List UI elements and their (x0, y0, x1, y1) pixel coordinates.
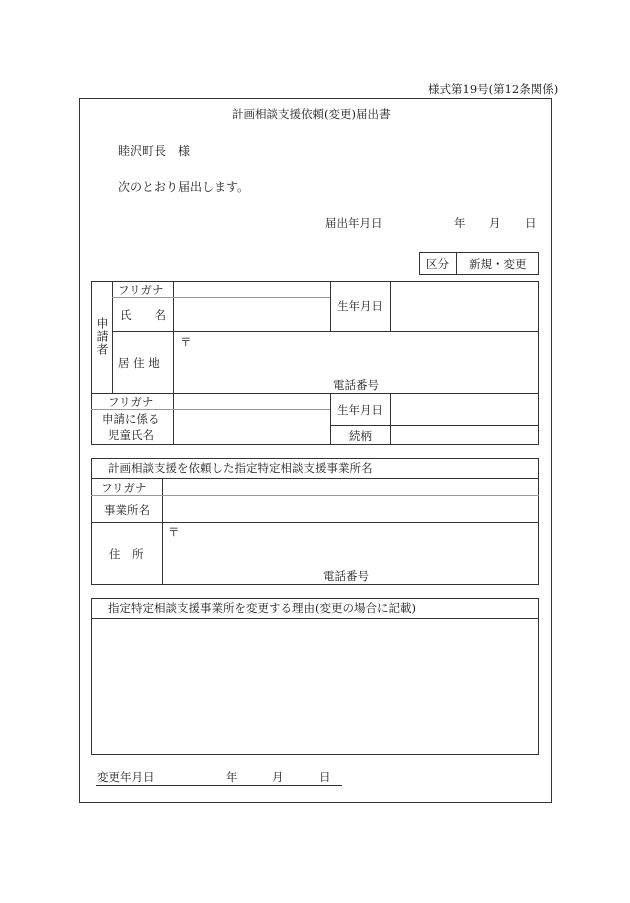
category-label: 区分 (426, 257, 449, 271)
label-col-divider (173, 281, 174, 445)
applicant-bottom (91, 393, 539, 394)
office-name-field[interactable] (165, 498, 535, 520)
child-furigana-line (91, 409, 330, 410)
applicant-address-label: 居 住 地 (118, 356, 160, 370)
office-furigana-field[interactable] (165, 480, 535, 493)
office-name-line (91, 522, 539, 523)
child-furigana-label: フリガナ (108, 395, 154, 409)
reason-header: 指定特定相談支援事業所を変更する理由(変更の場合に記載) (108, 601, 416, 615)
applicant-name-field[interactable] (176, 299, 328, 329)
applicant-furigana-label: フリガナ (118, 283, 164, 297)
child-birth-label: 生年月日 (337, 403, 383, 417)
category-value[interactable]: 新規・変更 (469, 257, 527, 271)
office-header: 計画相談支援を依頼した指定特定相談支援事業所名 (108, 461, 373, 475)
applicant-postal-mark: 〒 (180, 335, 192, 349)
office-furigana-line (91, 495, 539, 496)
form-number: 様式第19号(第12条関係) (428, 82, 559, 96)
addressee: 睦沢町長 様 (118, 144, 191, 158)
submission-month-field[interactable]: 月 (489, 216, 501, 230)
reason-header-line (91, 618, 539, 619)
name-row-bottom (112, 331, 539, 332)
child-relation-field[interactable] (392, 427, 537, 443)
child-name-label-line1: 申請に係る (102, 412, 160, 426)
applicant-address-field[interactable] (194, 334, 534, 374)
change-date-underline (96, 785, 342, 786)
office-address-field[interactable] (182, 524, 534, 566)
applicant-furigana-line (112, 297, 330, 298)
child-furigana-field[interactable] (176, 395, 328, 408)
change-year-field[interactable]: 年 (226, 770, 238, 784)
office-postal-mark: 〒 (168, 525, 180, 539)
office-furigana-label: フリガナ (101, 481, 147, 495)
reason-field[interactable] (93, 620, 537, 753)
office-address-label: 住 所 (109, 547, 144, 561)
child-birth-col-left (330, 393, 331, 445)
office-name-label: 事業所名 (104, 503, 150, 517)
office-header-line (91, 478, 539, 479)
child-birth-col-right (390, 393, 391, 445)
child-name-label-line2: 児童氏名 (108, 428, 154, 442)
applicant-birth-field[interactable] (392, 283, 537, 329)
submission-year-field[interactable]: 年 (454, 216, 466, 230)
child-relation-label: 続柄 (349, 429, 372, 443)
submission-day-field[interactable]: 日 (525, 216, 537, 230)
applicant-furigana-field[interactable] (176, 282, 328, 296)
applicant-section-label: 申請者 (95, 317, 109, 356)
birth-col-right (390, 281, 391, 331)
intro-text: 次のとおり届出します。 (118, 180, 250, 194)
category-divider (456, 252, 457, 275)
office-phone-label: 電話番号 (323, 569, 369, 583)
change-day-field[interactable]: 日 (319, 770, 331, 784)
form-title: 計画相談支援依頼(変更)届出書 (232, 107, 391, 121)
child-name-field[interactable] (176, 411, 328, 443)
child-birth-row-bottom (330, 425, 539, 426)
submission-date-label: 届出年月日 (325, 216, 383, 230)
birth-col-left (330, 281, 331, 331)
child-birth-field[interactable] (392, 395, 537, 423)
change-date-label: 変更年月日 (97, 770, 155, 784)
applicant-name-label: 氏 名 (120, 308, 166, 322)
applicant-birth-label: 生年月日 (337, 299, 383, 313)
change-month-field[interactable]: 月 (272, 770, 284, 784)
applicant-phone-label: 電話番号 (333, 378, 379, 392)
